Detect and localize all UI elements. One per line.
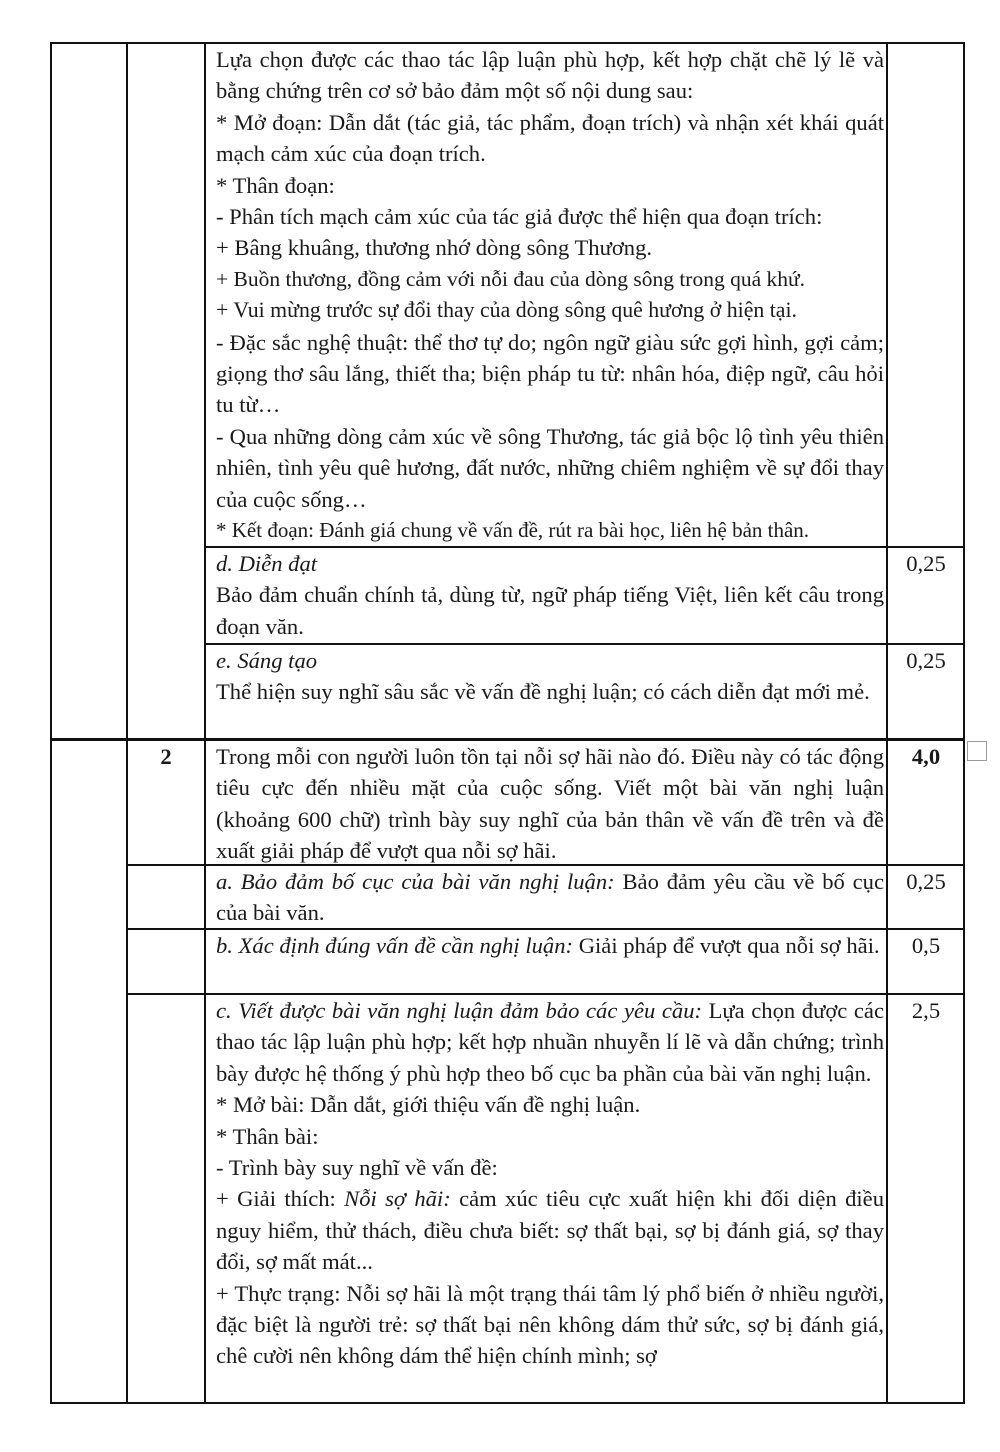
margin-marker-icon — [967, 741, 987, 761]
table-border-right — [963, 42, 965, 1404]
column-divider — [886, 42, 888, 1404]
text-line: + Vui mừng trước sự đổi thay của dòng sông quê hương ở hiện tại. — [216, 298, 797, 323]
criterion-title: b. Xác định đúng vấn đề cần nghị luận: — [216, 933, 574, 958]
text-line: * Thân bài: — [216, 1123, 319, 1149]
explain-text: cảm xúc tiêu cực xuất hiện khi đối diện điều nguy hiểm, thử thách, điều chưa biết: sợ thất bại, sợ bị đánh giá, sợ thay đổi, sợ mất mát... — [216, 1186, 884, 1275]
criterion-text: Thể hiện suy nghĩ sâu sắc về vấn đề nghị luận; có cách diễn đạt mới mẻ. — [216, 679, 870, 705]
prompt-text: Trong mỗi con người luôn tồn tại nỗi sợ hãi nào đó. Điều này có tác động tiêu cực đến nhiều mặt của cuộc sống. Viết một bài văn nghị luận (khoảng 600 chữ) trình bày suy nghĩ của bản thân về vấn đề trên và đề xuất giải pháp để vượt qua nỗi sợ hãi. — [216, 744, 884, 864]
criterion-title: c. Viết được bài văn nghị luận đảm bảo các yêu cầu: — [216, 998, 703, 1023]
criterion-e-cell — [216, 645, 884, 708]
criterion-title: a. Bảo đảm bố cục của bài văn nghị luận: — [216, 869, 615, 894]
criterion-text: Bảo đảm chuẩn chính tả, dùng từ, ngữ pháp tiếng Việt, liên kết câu trong đoạn văn. — [216, 582, 884, 639]
text-line: - Trình bày suy nghĩ về vấn đề: — [216, 1155, 498, 1181]
criterion-title: d. Diễn đạt — [216, 551, 318, 576]
text-line: * Mở bài: Dẫn dắt, giới thiệu vấn đề nghị luận. — [216, 1092, 641, 1118]
table-border-left — [50, 42, 52, 1404]
question-2-prompt — [216, 741, 884, 867]
text-line: + Thực trạng: Nỗi sợ hãi là một trạng thái tâm lý phổ biến ở nhiều người, đặc biệt là người trẻ: sợ thất bại nên không dám thử sức, sợ bị đánh giá, chê cười nên không dám thể hiện chính mình; sợ — [216, 1280, 884, 1369]
column-divider — [204, 42, 206, 1404]
score-c: 2,5 — [911, 998, 941, 1023]
criterion-text: Lựa chọn được các thao tác lập luận phù hợp; kết hợp nhuần nhuyễn lí lẽ và dẫn chứng; trình bày được hệ thống ý phù hợp theo bố cục ba phần của bài văn nghị luận. — [216, 998, 884, 1086]
criterion-b-cell — [216, 930, 884, 961]
text-line: - Phân tích mạch cảm xúc của tác giả được thể hiện qua đoạn trích: — [216, 204, 823, 230]
text-line: * Thân đoạn: — [216, 172, 335, 198]
score-d: 0,25 — [906, 551, 946, 576]
score-a: 0,25 — [906, 869, 946, 894]
criterion-title: e. Sáng tạo — [216, 648, 318, 673]
criterion-c-cell — [216, 995, 884, 1372]
table-border-bottom — [50, 1402, 965, 1404]
criterion-text: Bảo đảm yêu cầu về bố cục của bài văn. — [216, 869, 884, 926]
text-line: + Bâng khuâng, thương nhớ dòng sông Thương. — [216, 235, 653, 261]
question-number: 2 — [160, 744, 172, 769]
text-line: * Mở đoạn: Dẫn dắt (tác giả, tác phẩm, đoạn trích) và nhận xét khái quát mạch cảm xúc của đoạn trích. — [216, 109, 884, 167]
text-line: + Buồn thương, đồng cảm với nỗi đau của dòng sông trong quá khứ. — [216, 266, 806, 291]
explain-prefix: + Giải thích: — [216, 1186, 345, 1212]
text-line: * Kết đoạn: Đánh giá chung về vấn đề, rút ra bài học, liên hệ bản thân. — [216, 518, 810, 543]
explain-term: Nỗi sợ hãi: — [344, 1186, 451, 1212]
text-line: - Qua những dòng cảm xúc về sông Thương, tác giả bộc lộ tình yêu thiên nhiên, tình yêu quê hương, đất nước, những chiêm nghiệm về sự đổi thay của cuộc sống… — [216, 423, 884, 512]
text-line: - Đặc sắc nghệ thuật: thể thơ tự do; ngôn ngữ giàu sức gợi hình, gợi cảm; giọng thơ sâu lắng, thiết tha; biện pháp tu từ: nhân hóa, điệp ngữ, câu hỏi tu từ… — [216, 329, 884, 418]
score-b: 0,5 — [911, 933, 941, 958]
column-divider — [126, 42, 128, 1404]
text-line: Lựa chọn được các thao tác lập luận phù hợp, kết hợp chặt chẽ lý lẽ và bằng chứng trên cơ sở bảo đảm một số nội dung sau: — [216, 47, 884, 104]
criterion-d-cell — [216, 548, 884, 642]
score-e: 0,25 — [906, 648, 946, 673]
criterion-a-cell — [216, 866, 884, 929]
answer-block-paragraph-requirements — [216, 44, 884, 547]
criterion-text: Giải pháp để vượt qua nỗi sợ hãi. — [573, 933, 880, 958]
score-q2: 4,0 — [911, 744, 941, 769]
